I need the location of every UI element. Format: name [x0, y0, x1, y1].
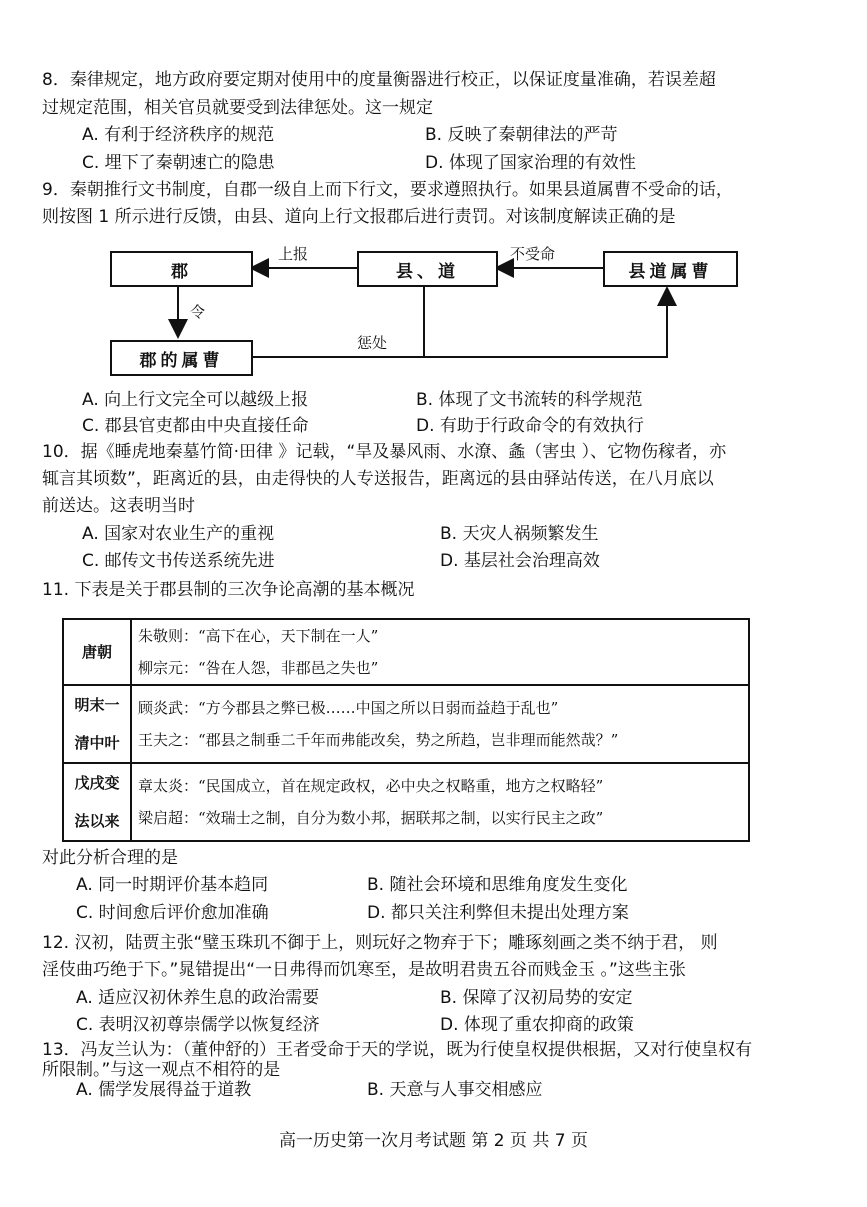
era-label: 法以来 [74, 812, 120, 830]
q8-option-b: B. 反映了秦朝律法的严苛 [425, 125, 618, 145]
table-era-cell [63, 763, 131, 841]
box-xiandao: 县、道 [357, 251, 498, 287]
q9-option-a: A. 向上行文完全可以越级上报 [82, 390, 309, 410]
q10-stem-line3: 前送达。这表明当时 [42, 496, 195, 516]
table-era-cell [63, 619, 131, 685]
q12-option-a: A. 适应汉初休养生息的政治需要 [76, 988, 320, 1008]
era-label: 明末一 [74, 696, 120, 714]
quote-line: 顾炎武：“方今郡县之弊已极……中国之所以日弱而益趋于乱也” [138, 699, 559, 717]
q10-option-a: A. 国家对农业生产的重视 [82, 524, 275, 544]
q11-option-b: B. 随社会环境和思维角度发生变化 [367, 875, 628, 895]
table-quotes-cell [131, 619, 749, 685]
q13-stem-line2: 所限制。”与这一观点不相符的是 [42, 1060, 281, 1080]
q12-stem-line2: 淫伎曲巧绝于下。”晁错提出“一日弗得而饥寒至，是故明君贵五谷而贱金玉 。”这些主张 [42, 960, 686, 980]
table-row [63, 763, 749, 841]
era-label: 唐朝 [81, 643, 112, 661]
q9-option-c: C. 郡县官吏都由中央直接任命 [82, 416, 309, 436]
q11-option-d: D. 都只关注利弊但未提出处理方案 [367, 903, 629, 923]
q8-stem-line1: 8．秦律规定，地方政府要定期对使用中的度量衡器进行校正，以保证度量准确，若误差超 [42, 70, 716, 90]
label-chengchu: 惩处 [357, 334, 388, 352]
table-row [63, 619, 749, 685]
q12-option-b: B. 保障了汉初局势的安定 [440, 988, 633, 1008]
box-xiandao-shucao: 县道属曹 [603, 251, 738, 287]
q10-stem-line1: 10．据《睡虎地秦墓竹简·田律 》记载，“旱及暴风雨、水潦、螽（害虫 ）、它物伤稼者，亦 [42, 442, 727, 462]
q9-option-b: B. 体现了文书流转的科学规范 [416, 390, 643, 410]
q11-option-c: C. 时间愈后评价愈加准确 [76, 903, 269, 923]
label-shangbao: 上报 [278, 245, 309, 263]
q9-stem-line1: 9．秦朝推行文书制度，自郡一级自上而下行文，要求遵照执行。如果县道属曹不受命的话， [42, 180, 733, 200]
q13-stem-line1: 13．冯友兰认为：（董仲舒的）王者受命于天的学说，既为行使皇权提供根据，又对行使皇权有 [42, 1040, 753, 1060]
q10-option-c: C. 邮传文书传送系统先进 [82, 551, 275, 571]
era-label: 清中叶 [74, 734, 120, 752]
quote-line: 王夫之：“郡县之制垂二千年而弗能改矣，势之所趋，岂非理而能然哉？” [138, 731, 619, 749]
page-footer: 高一历史第一次月考试题 第 2 页 共 7 页 [278, 1131, 589, 1151]
q8-option-d: D. 体现了国家治理的有效性 [425, 153, 636, 173]
q9-stem-line2: 则按图 1 所示进行反馈，由县、道向上行文报郡后进行责罚。对该制度解读正确的是 [42, 207, 676, 227]
q12-option-c: C. 表明汉初尊崇儒学以恢复经济 [76, 1015, 320, 1035]
table-row [63, 685, 749, 763]
q8-option-c: C. 埋下了秦朝速亡的隐患 [82, 153, 275, 173]
q11-option-a: A. 同一时期评价基本趋同 [76, 875, 269, 895]
arrow-chengchu [251, 288, 667, 357]
quote-line: 章太炎：“民国成立，首在规定政权，必中央之权略重，地方之权略轻” [138, 777, 604, 795]
q12-stem-line1: 12. 汉初，陆贾主张“璧玉珠玑不御于上，则玩好之物弃于下；雕琢刻画之类不纳于君， 则 [42, 933, 718, 953]
box-jun-shucao: 郡的属曹 [110, 340, 253, 376]
q13-option-a: A. 儒学发展得益于道教 [76, 1080, 252, 1100]
label-bushouming: 不受命 [510, 245, 556, 263]
q10-stem-line2: 辄言其顷数”，距离近的县，由走得快的人专送报告，距离远的县由驿站传送，在八月底以 [42, 469, 714, 489]
table-quotes-cell [131, 685, 749, 763]
q11-table [62, 618, 750, 842]
q8-stem-line2: 过规定范围，相关官员就要受到法律惩处。这一规定 [42, 98, 433, 118]
quote-line: 朱敬则：“高下在心，天下制在一人” [138, 627, 379, 645]
quote-line: 柳宗元：“咎在人怨，非郡邑之失也” [138, 659, 379, 677]
q10-option-d: D. 基层社会治理高效 [440, 551, 600, 571]
q10-option-b: B. 天灾人祸频繁发生 [440, 524, 599, 544]
q12-option-d: D. 体现了重农抑商的政策 [440, 1015, 634, 1035]
table-era-cell [63, 685, 131, 763]
label-ling: 令 [190, 303, 206, 321]
q11-stem: 11. 下表是关于郡县制的三次争论高潮的基本概况 [42, 580, 415, 600]
q8-option-a: A. 有利于经济秩序的规范 [82, 125, 275, 145]
era-label: 戊戌变 [74, 774, 120, 792]
q9-option-d: D. 有助于行政命令的有效执行 [416, 416, 644, 436]
table-quotes-cell [131, 763, 749, 841]
q13-option-b: B. 天意与人事交相感应 [367, 1080, 543, 1100]
box-jun: 郡 [110, 251, 253, 287]
quote-line: 梁启超：“效瑞士之制，自分为数小邦，据联邦之制，以实行民主之政” [138, 809, 604, 827]
q11-after-table: 对此分析合理的是 [42, 848, 178, 868]
